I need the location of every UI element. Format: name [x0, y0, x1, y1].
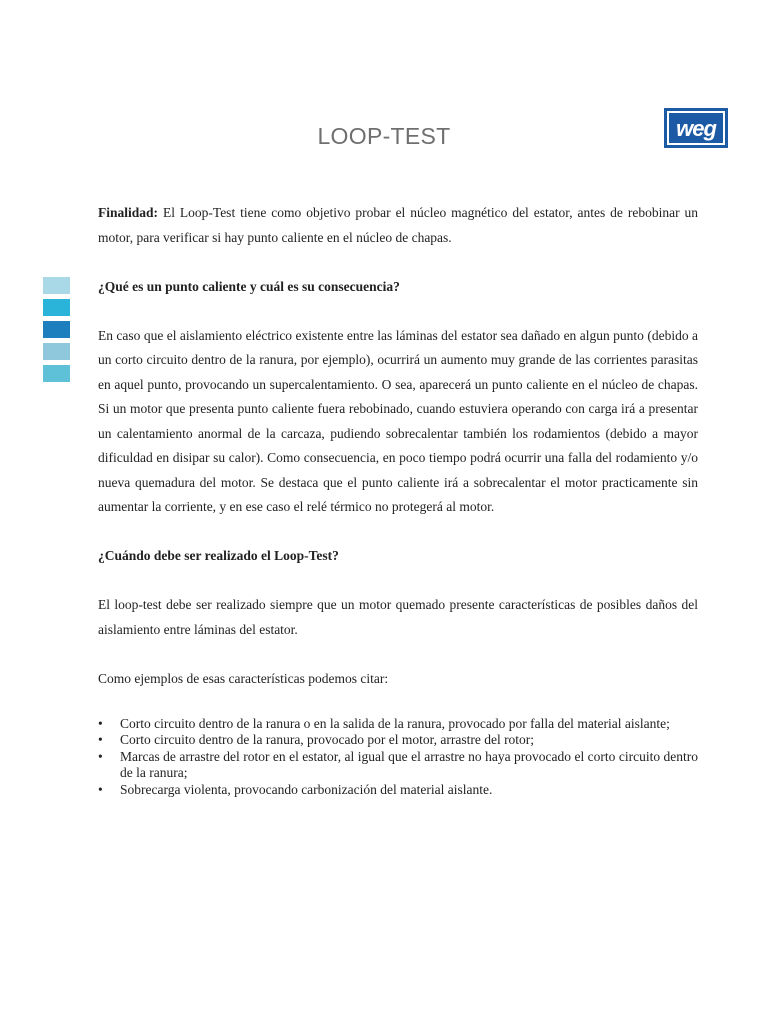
purpose-paragraph [98, 201, 698, 250]
hot-spot-paragraph: En caso que el aislamiento eléctrico existente entre las láminas del estator sea dañado en algun punto (debido a un corto circuito dentro de la ranura, por ejemplo), ocurrirá un aumento muy grande de las corrientes parasitas en aquel punto, provocando un supercalentamiento. O sea, aparecerá un punto caliente en el núcleo de chapas. Si un motor que presenta punto caliente fuera rebobinado, cuando estuviera operando con carga irá a presentar un calentamiento anormal de la carcaza, pudiendo sobrecalentar también los rodamientos (debido a mayor dificuldad en disipar su calor). Como consecuencia, en poco tiempo podrá ocurrir una falla del rodamiento y/o nueva quemadura del motor. Se destaca que el punto caliente irá a sobrecalentar el motor practicamente sin aumentar la corriente, y en ese caso el relé térmico no protegerá al motor. [98, 327, 698, 514]
purpose-label: Finalidad: [98, 205, 159, 220]
decorative-square [43, 343, 70, 360]
examples-list [98, 716, 698, 799]
decorative-square [43, 321, 70, 338]
decorative-square [43, 299, 70, 316]
svg-text:weg: weg [676, 116, 716, 141]
question-heading-1: ¿Qué es un punto caliente y cuál es su consecuencia? [98, 278, 400, 294]
list-item: • Sobrecarga violenta, provocando carbonización del material aislante. [98, 782, 698, 799]
list-item: • Corto circuito dentro de la ranura o en la salida de la ranura, provocado por falla del material aislante; [98, 716, 698, 733]
decorative-square [43, 365, 70, 382]
question-heading-2: ¿Cuándo debe ser realizado el Loop-Test? [98, 548, 339, 563]
document-body [98, 201, 698, 798]
list-item: • Corto circuito dentro de la ranura, provocado por el motor, arrastre del rotor; [98, 732, 698, 749]
purpose-text: El Loop-Test tiene como objetivo probar el núcleo magnético del estator, antes de rebobinar un motor, para verificar si hay punto caliente en el núcleo de chapas. [98, 205, 699, 245]
decorative-square [43, 277, 70, 294]
examples-intro: Como ejemplos de esas características podemos citar: [98, 670, 389, 686]
when-paragraph: El loop-test debe ser realizado siempre que un motor quemado presente características de posibles daños del aislamiento entre láminas del estator. [98, 597, 698, 637]
weg-logo [664, 108, 728, 148]
list-item: • Marcas de arrastre del rotor en el estator, al igual que el arrastre no haya provocado el corto circuito dentro de la ranura; [98, 749, 698, 782]
document-title: LOOP-TEST [317, 123, 451, 149]
decorative-squares [43, 277, 70, 387]
